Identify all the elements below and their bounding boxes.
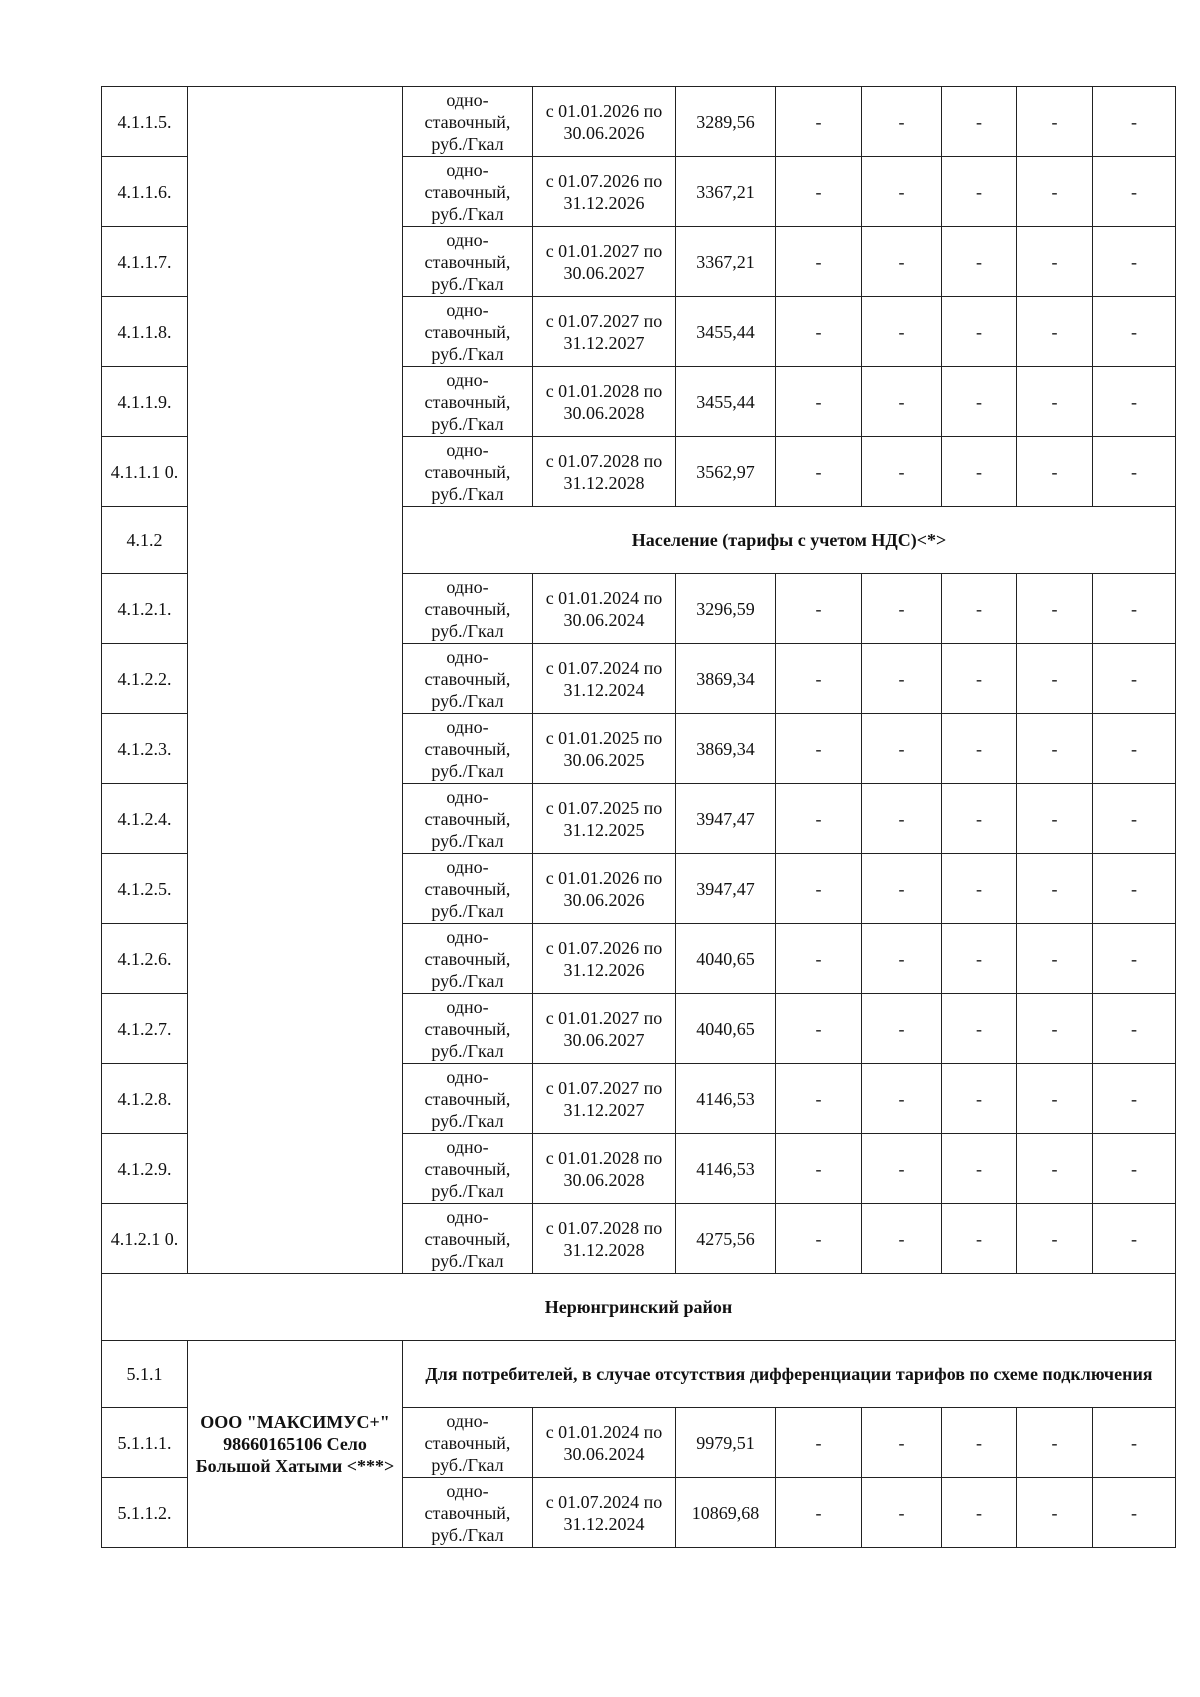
- section-number: 4.1.2: [102, 507, 188, 574]
- dash-cell: -: [1017, 367, 1093, 437]
- tariff-value: 3296,59: [676, 574, 776, 644]
- tariff-value: 3562,97: [676, 437, 776, 507]
- rate-type: одно-ставочный, руб./Гкал: [403, 994, 533, 1064]
- period: с 01.07.2028 по 31.12.2028: [533, 1204, 676, 1274]
- dash-cell: -: [1093, 87, 1176, 157]
- period: с 01.07.2025 по 31.12.2025: [533, 784, 676, 854]
- row-number: 4.1.2.1.: [102, 574, 188, 644]
- rate-type: одно-ставочный, руб./Гкал: [403, 714, 533, 784]
- dash-cell: -: [1017, 227, 1093, 297]
- row-number: 4.1.1.5.: [102, 87, 188, 157]
- dash-cell: -: [1093, 1478, 1176, 1548]
- dash-cell: -: [862, 1408, 942, 1478]
- dash-cell: -: [1093, 1134, 1176, 1204]
- dash-cell: -: [1017, 994, 1093, 1064]
- tariff-value: 3455,44: [676, 367, 776, 437]
- dash-cell: -: [1017, 784, 1093, 854]
- row-number: 4.1.2.3.: [102, 714, 188, 784]
- dash-cell: -: [1093, 994, 1176, 1064]
- rate-type: одно-ставочный, руб./Гкал: [403, 784, 533, 854]
- section-row: [102, 1341, 1176, 1408]
- dash-cell: -: [1093, 227, 1176, 297]
- row-number: 4.1.1.9.: [102, 367, 188, 437]
- dash-cell: -: [1017, 1064, 1093, 1134]
- dash-cell: -: [1017, 1478, 1093, 1548]
- tariff-table: [101, 86, 1176, 1548]
- row-number: 5.1.1.2.: [102, 1478, 188, 1548]
- dash-cell: -: [1093, 854, 1176, 924]
- dash-cell: -: [942, 227, 1017, 297]
- row-number: 4.1.1.1 0.: [102, 437, 188, 507]
- period: с 01.07.2026 по 31.12.2026: [533, 924, 676, 994]
- dash-cell: -: [776, 87, 862, 157]
- rate-type: одно-ставочный, руб./Гкал: [403, 157, 533, 227]
- row-number: 4.1.2.9.: [102, 1134, 188, 1204]
- dash-cell: -: [862, 1134, 942, 1204]
- dash-cell: -: [862, 574, 942, 644]
- dash-cell: -: [776, 854, 862, 924]
- dash-cell: -: [776, 1064, 862, 1134]
- row-number: 4.1.2.8.: [102, 1064, 188, 1134]
- row-number: 4.1.1.6.: [102, 157, 188, 227]
- dash-cell: -: [776, 437, 862, 507]
- dash-cell: -: [1017, 297, 1093, 367]
- dash-cell: -: [942, 157, 1017, 227]
- dash-cell: -: [1093, 367, 1176, 437]
- period: с 01.01.2025 по 30.06.2025: [533, 714, 676, 784]
- rate-type: одно-ставочный, руб./Гкал: [403, 1478, 533, 1548]
- tariff-value: 3455,44: [676, 297, 776, 367]
- dash-cell: -: [862, 227, 942, 297]
- period: с 01.07.2026 по 31.12.2026: [533, 157, 676, 227]
- row-number: 4.1.2.4.: [102, 784, 188, 854]
- dash-cell: -: [776, 367, 862, 437]
- dash-cell: -: [942, 87, 1017, 157]
- period: с 01.07.2024 по 31.12.2024: [533, 1478, 676, 1548]
- tariff-value: 4040,65: [676, 924, 776, 994]
- dash-cell: -: [1093, 297, 1176, 367]
- dash-cell: -: [942, 714, 1017, 784]
- row-number: 4.1.2.6.: [102, 924, 188, 994]
- dash-cell: -: [862, 1064, 942, 1134]
- organization-name: ООО "МАКСИМУС+" 98660165106 Село Большой Хатыми <***>: [188, 1341, 403, 1548]
- rate-type: одно-ставочный, руб./Гкал: [403, 227, 533, 297]
- dash-cell: -: [776, 714, 862, 784]
- period: с 01.01.2026 по 30.06.2026: [533, 854, 676, 924]
- row-number: 4.1.2.7.: [102, 994, 188, 1064]
- table-row: [102, 87, 1176, 157]
- dash-cell: -: [942, 1408, 1017, 1478]
- dash-cell: -: [1017, 714, 1093, 784]
- period: с 01.01.2024 по 30.06.2024: [533, 1408, 676, 1478]
- dash-cell: -: [1017, 574, 1093, 644]
- period: с 01.01.2027 по 30.06.2027: [533, 994, 676, 1064]
- dash-cell: -: [942, 437, 1017, 507]
- dash-cell: -: [942, 854, 1017, 924]
- dash-cell: -: [776, 227, 862, 297]
- tariff-value: 3289,56: [676, 87, 776, 157]
- dash-cell: -: [942, 1134, 1017, 1204]
- section-number: 5.1.1: [102, 1341, 188, 1408]
- dash-cell: -: [1093, 437, 1176, 507]
- tariff-value: 4040,65: [676, 994, 776, 1064]
- dash-cell: -: [942, 644, 1017, 714]
- dash-cell: -: [1017, 437, 1093, 507]
- organization-cell-empty: [188, 87, 403, 1274]
- row-number: 4.1.1.8.: [102, 297, 188, 367]
- tariff-table-body: [102, 87, 1176, 1548]
- tariff-value: 10869,68: [676, 1478, 776, 1548]
- rate-type: одно-ставочный, руб./Гкал: [403, 854, 533, 924]
- tariff-value: 3367,21: [676, 157, 776, 227]
- rate-type: одно-ставочный, руб./Гкал: [403, 924, 533, 994]
- dash-cell: -: [776, 1204, 862, 1274]
- row-number: 4.1.1.7.: [102, 227, 188, 297]
- dash-cell: -: [776, 924, 862, 994]
- tariff-value: 3367,21: [676, 227, 776, 297]
- dash-cell: -: [776, 1478, 862, 1548]
- dash-cell: -: [1017, 644, 1093, 714]
- dash-cell: -: [862, 437, 942, 507]
- dash-cell: -: [862, 367, 942, 437]
- dash-cell: -: [1093, 924, 1176, 994]
- dash-cell: -: [1017, 157, 1093, 227]
- dash-cell: -: [1017, 1134, 1093, 1204]
- dash-cell: -: [942, 1204, 1017, 1274]
- dash-cell: -: [776, 157, 862, 227]
- row-number: 4.1.2.1 0.: [102, 1204, 188, 1274]
- rate-type: одно-ставочный, руб./Гкал: [403, 574, 533, 644]
- dash-cell: -: [862, 157, 942, 227]
- section-title: Для потребителей, в случае отсутствия дифференциации тарифов по схеме подключения: [403, 1341, 1176, 1408]
- dash-cell: -: [776, 784, 862, 854]
- row-number: 5.1.1.1.: [102, 1408, 188, 1478]
- dash-cell: -: [776, 644, 862, 714]
- period: с 01.01.2024 по 30.06.2024: [533, 574, 676, 644]
- dash-cell: -: [942, 574, 1017, 644]
- dash-cell: -: [942, 994, 1017, 1064]
- dash-cell: -: [862, 644, 942, 714]
- rate-type: одно-ставочный, руб./Гкал: [403, 297, 533, 367]
- dash-cell: -: [1017, 87, 1093, 157]
- dash-cell: -: [776, 297, 862, 367]
- tariff-value: 9979,51: [676, 1408, 776, 1478]
- dash-cell: -: [862, 924, 942, 994]
- rate-type: одно-ставочный, руб./Гкал: [403, 437, 533, 507]
- rate-type: одно-ставочный, руб./Гкал: [403, 367, 533, 437]
- dash-cell: -: [862, 1478, 942, 1548]
- dash-cell: -: [1093, 157, 1176, 227]
- rate-type: одно-ставочный, руб./Гкал: [403, 1408, 533, 1478]
- dash-cell: -: [1093, 1064, 1176, 1134]
- dash-cell: -: [776, 994, 862, 1064]
- period: с 01.07.2027 по 31.12.2027: [533, 1064, 676, 1134]
- tariff-value: 4146,53: [676, 1064, 776, 1134]
- period: с 01.07.2024 по 31.12.2024: [533, 644, 676, 714]
- row-number: 4.1.2.5.: [102, 854, 188, 924]
- tariff-value: 3947,47: [676, 784, 776, 854]
- dash-cell: -: [1093, 574, 1176, 644]
- tariff-value: 4275,56: [676, 1204, 776, 1274]
- dash-cell: -: [942, 784, 1017, 854]
- section-title: Население (тарифы с учетом НДС)<*>: [403, 507, 1176, 574]
- dash-cell: -: [1093, 1204, 1176, 1274]
- period: с 01.07.2028 по 31.12.2028: [533, 437, 676, 507]
- dash-cell: -: [862, 784, 942, 854]
- dash-cell: -: [776, 1408, 862, 1478]
- rate-type: одно-ставочный, руб./Гкал: [403, 1134, 533, 1204]
- dash-cell: -: [1093, 1408, 1176, 1478]
- tariff-value: 3947,47: [676, 854, 776, 924]
- period: с 01.01.2027 по 30.06.2027: [533, 227, 676, 297]
- dash-cell: -: [1093, 644, 1176, 714]
- period: с 01.07.2027 по 31.12.2027: [533, 297, 676, 367]
- period: с 01.01.2028 по 30.06.2028: [533, 367, 676, 437]
- dash-cell: -: [776, 1134, 862, 1204]
- row-number: 4.1.2.2.: [102, 644, 188, 714]
- tariff-value: 3869,34: [676, 644, 776, 714]
- period: с 01.01.2028 по 30.06.2028: [533, 1134, 676, 1204]
- dash-cell: -: [942, 297, 1017, 367]
- dash-cell: -: [942, 924, 1017, 994]
- dash-cell: -: [1093, 784, 1176, 854]
- district-title: Нерюнгринский район: [102, 1274, 1176, 1341]
- period: с 01.01.2026 по 30.06.2026: [533, 87, 676, 157]
- tariff-value: 3869,34: [676, 714, 776, 784]
- dash-cell: -: [862, 1204, 942, 1274]
- dash-cell: -: [942, 1478, 1017, 1548]
- dash-cell: -: [862, 87, 942, 157]
- dash-cell: -: [1017, 1204, 1093, 1274]
- rate-type: одно-ставочный, руб./Гкал: [403, 644, 533, 714]
- dash-cell: -: [862, 297, 942, 367]
- dash-cell: -: [1017, 1408, 1093, 1478]
- dash-cell: -: [776, 574, 862, 644]
- rate-type: одно-ставочный, руб./Гкал: [403, 1204, 533, 1274]
- dash-cell: -: [862, 854, 942, 924]
- district-row: [102, 1274, 1176, 1341]
- dash-cell: -: [862, 994, 942, 1064]
- dash-cell: -: [942, 367, 1017, 437]
- rate-type: одно-ставочный, руб./Гкал: [403, 1064, 533, 1134]
- dash-cell: -: [1017, 854, 1093, 924]
- dash-cell: -: [942, 1064, 1017, 1134]
- tariff-value: 4146,53: [676, 1134, 776, 1204]
- dash-cell: -: [1017, 924, 1093, 994]
- dash-cell: -: [862, 714, 942, 784]
- dash-cell: -: [1093, 714, 1176, 784]
- rate-type: одно-ставочный, руб./Гкал: [403, 87, 533, 157]
